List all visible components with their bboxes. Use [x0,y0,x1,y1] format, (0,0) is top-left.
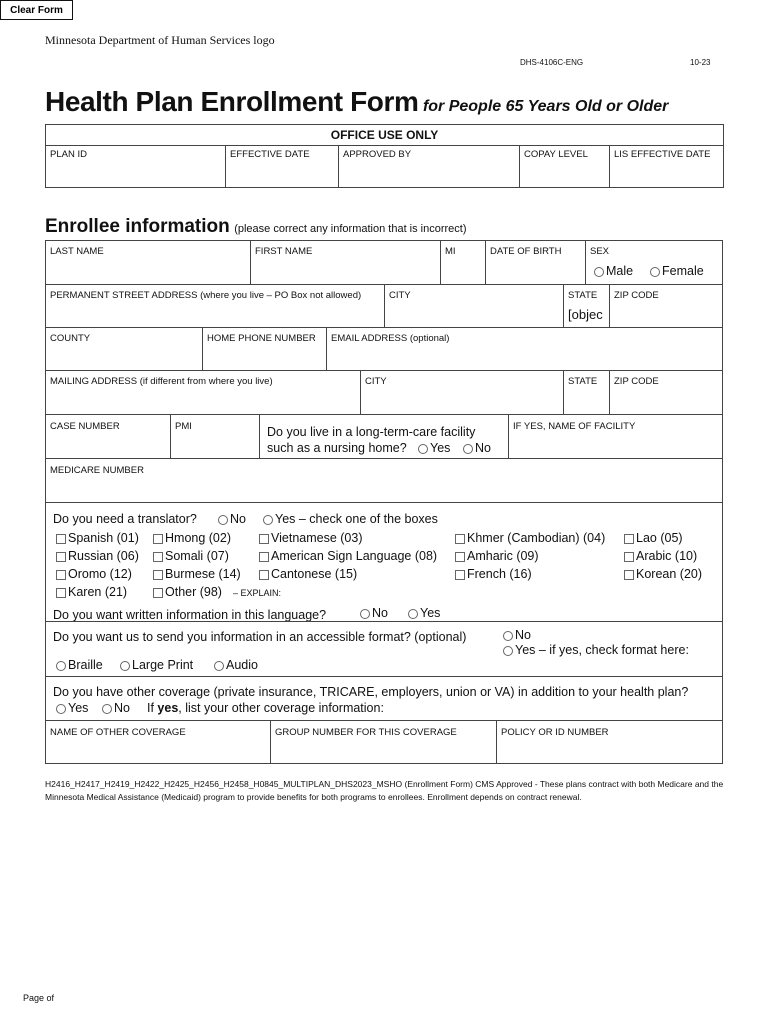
lang-hmong-checkbox[interactable] [153,534,163,544]
translator-yes-option[interactable] [263,512,438,526]
lang-khmer[interactable] [455,531,605,545]
lang-karen-label: Karen (21) [68,585,128,599]
policy-number-label: POLICY OR ID NUMBER [501,727,609,738]
lang-asl-label: American Sign Language (08) [271,549,438,563]
enrollee-note: (please correct any information that is incorrect) [234,223,467,235]
lang-lao-label: Lao (05) [636,531,683,545]
explain-label: – EXPLAIN: [233,588,282,598]
lang-vietnamese-checkbox[interactable] [259,534,269,544]
cms-footnote: H2416_H2417_H2419_H2422_H2425_H2456_H2458_H0845_MULTIPLAN_DHS2023_MSHO (Enrollment Form) CMS Approved - These plans contract with both Medicare and the Minnesota Medical Assistance (Medicaid) program to provide benefits for both programs to enrollees. Enrollment depends on contract renewal. [45,779,724,802]
coverage-if-suffix: , list your other coverage information: [178,701,384,715]
state-field[interactable] [563,284,610,328]
lang-oromo[interactable] [56,567,132,581]
street-address-field[interactable] [45,284,385,328]
coverage-no-label: No [114,701,130,715]
dob-label: DATE OF BIRTH [490,246,562,257]
form-code: DHS-4106C-ENG [520,58,584,67]
mailing-address-label: MAILING ADDRESS (if different from where you live) [50,376,273,387]
mi-label: MI [445,246,456,257]
effective-date-label: EFFECTIVE DATE [230,149,310,160]
lang-cantonese[interactable] [259,567,357,581]
other-coverage-section [45,676,723,721]
lang-french[interactable] [455,567,532,581]
mailing-address-field[interactable] [45,370,361,415]
accessible-format-section [45,621,723,677]
lang-russian-label: Russian (06) [68,549,139,563]
first-name-field[interactable] [250,240,441,285]
lang-amharic[interactable] [455,549,539,563]
male-option[interactable] [594,264,633,278]
lang-cantonese-checkbox[interactable] [259,570,269,580]
ltc-no-label: No [475,441,491,455]
mi-field[interactable] [440,240,486,285]
mailing-state-field[interactable] [563,370,610,415]
accessible-no-radio[interactable] [503,631,513,641]
office-use-table [45,124,724,188]
audio-radio[interactable] [214,661,224,671]
braille-radio[interactable] [56,661,66,671]
title-main: Health Plan Enrollment Form [45,86,419,117]
revision-date: 10-23 [690,58,711,67]
coverage-no-option[interactable] [102,701,130,715]
lang-khmer-label: Khmer (Cambodian) (04) [467,531,606,545]
braille-label: Braille [68,658,103,672]
home-phone-field[interactable] [202,327,327,371]
lang-spanish-label: Spanish (01) [68,531,139,545]
large-print-option[interactable] [120,658,193,672]
female-label: Female [662,264,704,278]
ltc-question-line1: Do you live in a long-term-care facility [267,425,476,439]
coverage-if-bold: yes [157,701,179,715]
ltc-yes-option[interactable] [418,441,450,455]
lang-burmese-label: Burmese (14) [165,567,241,581]
lang-karen-checkbox[interactable] [56,588,66,598]
lang-lao[interactable] [624,531,683,545]
lis-effective-date-field[interactable] [610,146,724,188]
lang-arabic[interactable] [624,549,697,563]
lang-somali-checkbox[interactable] [153,552,163,562]
coverage-if-prefix: If [147,701,158,715]
lang-arabic-label: Arabic (10) [636,549,698,563]
lang-burmese-checkbox[interactable] [153,570,163,580]
effective-date-field[interactable] [226,146,339,188]
coverage-yes-radio[interactable] [56,704,66,714]
written-yes-radio[interactable] [408,609,418,619]
lang-burmese[interactable] [153,567,241,581]
lang-cantonese-label: Cantonese (15) [271,567,358,581]
sex-field [585,240,723,285]
email-field[interactable] [326,327,723,371]
lang-oromo-checkbox[interactable] [56,570,66,580]
coverage-yes-option[interactable] [56,701,88,715]
other-coverage-name-label: NAME OF OTHER COVERAGE [50,727,186,738]
accessible-question: Do you want us to send you information in an accessible format? (optional) [53,630,467,644]
coverage-question: Do you have other coverage (private insurance, TRICARE, employers, union or VA) in addition to your health plan? [53,685,689,699]
lang-russian[interactable] [56,549,139,563]
county-field[interactable] [45,327,203,371]
lang-hmong[interactable] [153,531,231,545]
female-option[interactable] [650,264,704,278]
state-value: [objec [568,307,603,322]
audio-option[interactable] [214,658,258,672]
lang-french-label: French (16) [467,567,532,581]
first-name-label: FIRST NAME [255,246,313,257]
lis-effective-date-label: LIS EFFECTIVE DATE [614,149,711,160]
accessible-yes-option[interactable] [503,643,689,657]
dhs-logo: Minnesota Department of Human Services logo [45,33,275,47]
translator-no-radio[interactable] [218,515,228,525]
lang-korean[interactable] [624,567,702,581]
lang-khmer-checkbox[interactable] [455,534,465,544]
zip-field[interactable] [609,284,723,328]
ltc-yes-label: Yes [430,441,451,455]
facility-name-label: IF YES, NAME OF FACILITY [513,421,636,432]
male-label: Male [606,264,634,278]
accessible-yes-label: Yes – if yes, check format here: [515,643,689,657]
enrollee-title: Enrollee information [45,216,230,237]
policy-number-field[interactable] [496,720,723,764]
clear-form-button[interactable]: Clear Form [0,0,73,20]
email-label: EMAIL ADDRESS (optional) [331,333,450,344]
lang-korean-label: Korean (20) [636,567,703,581]
plan-id-field[interactable] [46,146,226,188]
ltc-question-line2: such as a nursing home? [267,441,407,455]
city-field[interactable] [384,284,564,328]
accessible-no-option[interactable] [503,628,531,642]
copay-level-label: COPAY LEVEL [524,149,588,160]
lang-spanish[interactable] [56,531,139,545]
title-subtitle: for People 65 Years Old or Older [422,98,669,115]
office-use-heading: OFFICE USE ONLY [46,125,724,146]
ltc-no-option[interactable] [463,441,491,455]
translator-yes-label: Yes – check one of the boxes [275,512,438,526]
lang-karen[interactable] [56,585,127,599]
translator-yes-radio[interactable] [263,515,273,525]
group-number-label: GROUP NUMBER FOR THIS COVERAGE [275,727,457,738]
written-no-option[interactable] [360,606,388,620]
pmi-field[interactable] [170,414,260,459]
plan-id-label: PLAN ID [50,149,87,160]
mailing-city-label: CITY [365,376,387,387]
braille-option[interactable] [56,658,103,672]
page-number: Page of [23,993,55,1003]
mailing-zip-label: ZIP CODE [614,376,659,387]
audio-label: Audio [226,658,258,672]
enrollee-heading [45,216,467,238]
ltc-no-radio[interactable] [463,444,473,454]
translator-no-label: No [230,512,246,526]
lang-somali-label: Somali (07) [165,549,229,563]
written-yes-label: Yes [420,606,441,620]
facility-name-field[interactable] [508,414,723,459]
written-yes-option[interactable] [408,606,440,620]
lang-asl-checkbox[interactable] [259,552,269,562]
translator-no-option[interactable] [218,512,246,526]
written-info-question: Do you want written information in this language? [53,608,327,622]
lang-vietnamese-label: Vietnamese (03) [271,531,363,545]
street-address-label: PERMANENT STREET ADDRESS (where you live – PO Box not allowed) [50,290,362,301]
lang-amharic-label: Amharic (09) [467,549,539,563]
home-phone-label: HOME PHONE NUMBER [207,333,316,344]
lang-french-checkbox[interactable] [455,570,465,580]
last-name-field[interactable] [45,240,251,285]
last-name-label: LAST NAME [50,246,104,257]
written-no-radio[interactable] [360,609,370,619]
ltc-yes-radio[interactable] [418,444,428,454]
lang-arabic-checkbox[interactable] [624,552,634,562]
lang-other-label: Other (98) [165,585,222,599]
coverage-if-yes [147,701,384,715]
large-print-radio[interactable] [120,661,130,671]
lang-korean-checkbox[interactable] [624,570,634,580]
copay-level-field[interactable] [520,146,610,188]
male-radio[interactable] [594,267,604,277]
coverage-no-radio[interactable] [102,704,112,714]
lang-other[interactable] [153,585,222,599]
pmi-label: PMI [175,421,192,432]
dob-field[interactable] [485,240,586,285]
female-radio[interactable] [650,267,660,277]
page-title [45,86,668,118]
sex-label: SEX [590,246,610,257]
approved-by-field[interactable] [339,146,520,188]
translator-question: Do you need a translator? [53,512,197,526]
lang-asl[interactable] [259,549,437,563]
lang-somali[interactable] [153,549,229,563]
city-label: CITY [389,290,411,301]
lang-vietnamese[interactable] [259,531,363,545]
approved-by-label: APPROVED BY [343,149,412,160]
lang-russian-checkbox[interactable] [56,552,66,562]
lang-lao-checkbox[interactable] [624,534,634,544]
lang-spanish-checkbox[interactable] [56,534,66,544]
ltc-question-box [259,414,509,459]
translator-section [45,502,723,622]
written-no-label: No [372,606,388,620]
group-number-field[interactable] [270,720,497,764]
lang-hmong-label: Hmong (02) [165,531,231,545]
accessible-no-label: No [515,628,531,642]
medicare-number-field[interactable] [45,458,723,503]
lang-oromo-label: Oromo (12) [68,567,132,581]
zip-label: ZIP CODE [614,290,659,301]
case-number-field[interactable] [45,414,171,459]
large-print-label: Large Print [132,658,194,672]
mailing-zip-field[interactable] [609,370,723,415]
mailing-city-field[interactable] [360,370,564,415]
mailing-state-label: STATE [568,376,598,387]
county-label: COUNTY [50,333,91,344]
lang-other-checkbox[interactable] [153,588,163,598]
medicare-number-label: MEDICARE NUMBER [50,465,144,476]
case-number-label: CASE NUMBER [50,421,120,432]
accessible-yes-radio[interactable] [503,646,513,656]
lang-amharic-checkbox[interactable] [455,552,465,562]
state-label: STATE [568,290,598,301]
other-coverage-name-field[interactable] [45,720,271,764]
coverage-yes-label: Yes [68,701,89,715]
